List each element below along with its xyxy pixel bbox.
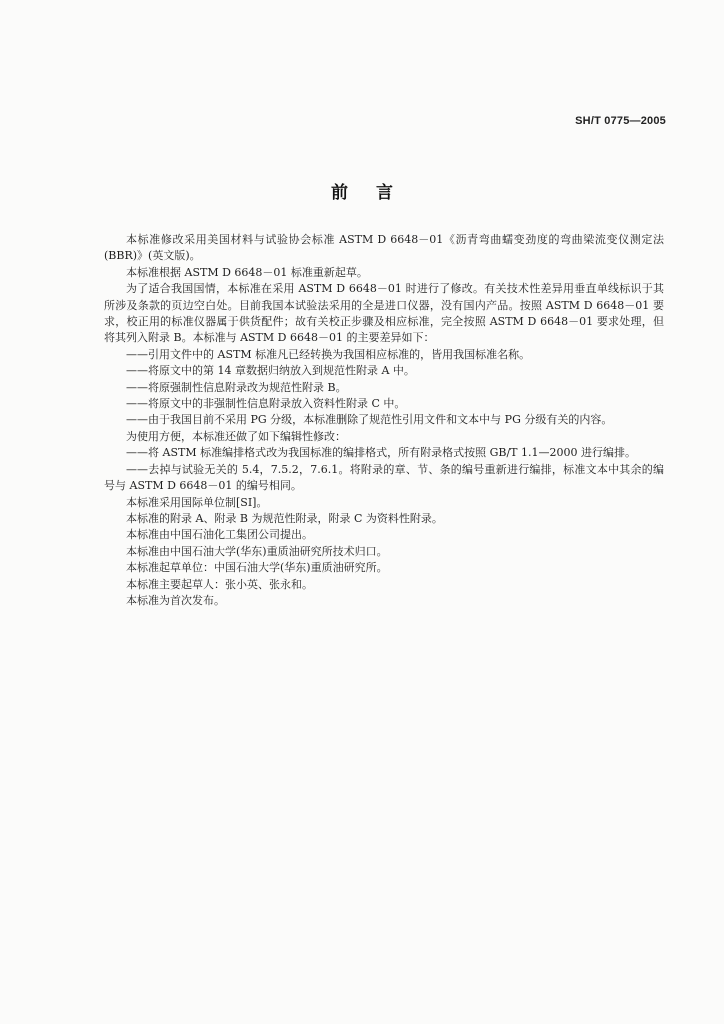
paragraph: 本标准起草单位：中国石油大学(华东)重质油研究所。 — [126, 561, 388, 575]
page-title: 前言 — [331, 183, 421, 203]
paragraph: 本标准的附录 A、附录 B 为规范性附录，附录 C 为资料性附录。 — [126, 511, 443, 525]
list-item: ——去掉与试验无关的 5.4，7.5.2，7.6.1。将附录的章、节、条的编号重新进行编排，标准文本中其余的编号与 ASTM D 6648－01 的编号相同。 — [104, 462, 664, 493]
paragraph: 本标准根据 ASTM D 6648－01 标准重新起草。 — [126, 265, 368, 279]
paragraph: 为了适合我国国情，本标准在采用 ASTM D 6648－01 时进行了修改。有关技术性差异用垂直单线标识于其所涉及条款的页边空白处。目前我国本试验法采用的全是进口仪器，没有国内产品。按照 ASTM D 6648－01 要求，校正用的标准仪器属于供货配件；故有关校正步骤及相应标准，完全按照 ASTM D 6648－01 要求处理，但将其列入附录 B。本标准与 ASTM D 6648－01 的主要差异如下： — [104, 282, 664, 345]
paragraph: 本标准主要起草人：张小英、张永和。 — [126, 577, 313, 591]
paragraph: 本标准由中国石油化工集团公司提出。 — [126, 528, 313, 542]
list-item: ——由于我国目前不采用 PG 分级，本标准删除了规范性引用文件和文本中与 PG 分级有关的内容。 — [126, 413, 613, 427]
list-item: ——将原强制性信息附录改为规范性附录 B。 — [126, 380, 347, 394]
paragraph: 本标准为首次发布。 — [126, 593, 225, 607]
paragraph: 本标准采用国际单位制[SI]。 — [126, 495, 268, 509]
list-item: ——引用文件中的 ASTM 标准凡已经转换为我国相应标准的，皆用我国标准名称。 — [126, 347, 531, 361]
list-item: ——将 ASTM 标准编排格式改为我国标准的编排格式，所有附录格式按照 GB/T 1.1—2000 进行编排。 — [126, 446, 636, 460]
foreword-body — [104, 232, 664, 609]
paragraph: 本标准由中国石油大学(华东)重质油研究所技术归口。 — [126, 544, 388, 558]
standard-number: SH/T 0775—2005 — [575, 115, 666, 127]
paragraph: 本标准修改采用美国材料与试验协会标准 ASTM D 6648－01《沥青弯曲蠕变劲度的弯曲梁流变仪测定法(BBR)》(英文版)。 — [104, 233, 664, 263]
list-item: ——将原文中的第 14 章数据归纳放入到规范性附录 A 中。 — [126, 364, 415, 378]
list-item: ——将原文中的非强制性信息附录放入资料性附录 C 中。 — [126, 397, 406, 411]
paragraph: 为使用方便，本标准还做了如下编辑性修改： — [126, 429, 346, 443]
